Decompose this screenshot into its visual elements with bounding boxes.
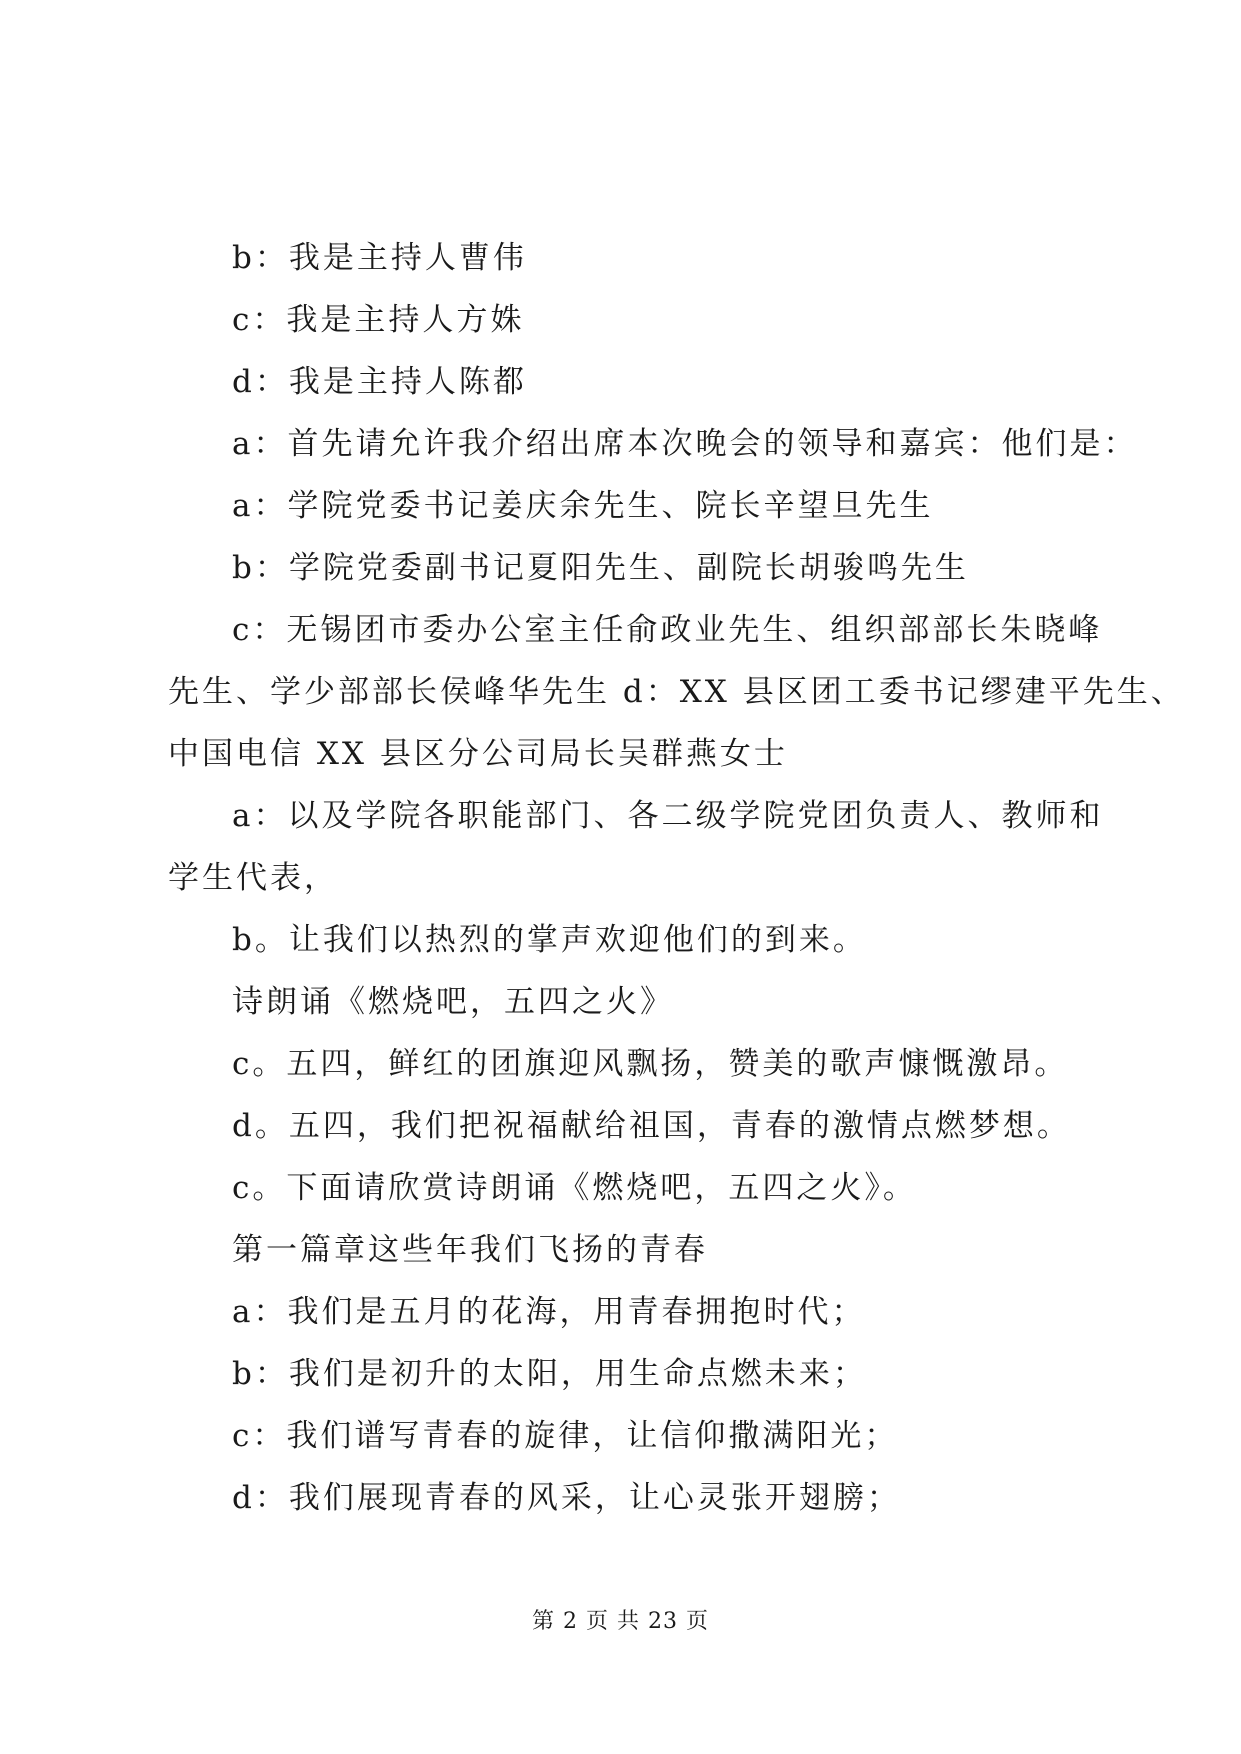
body-line: c：我们谱写青春的旋律，让信仰撒满阳光； bbox=[232, 1418, 899, 1454]
page-number-footer: 第 2 页 共 23 页 bbox=[532, 1609, 709, 1634]
body-line: a：我们是五月的花海，用青春拥抱时代； bbox=[232, 1294, 866, 1330]
section-heading: 第一篇章这些年我们飞扬的青春 bbox=[232, 1232, 708, 1268]
body-line: a：以及学院各职能部门、各二级学院党团负责人、教师和 bbox=[232, 798, 1104, 834]
body-line: b：我是主持人曹伟 bbox=[232, 240, 527, 276]
body-line: 先生、学少部部长侯峰华先生 d：XX 县区团工委书记缪建平先生、 bbox=[168, 674, 1185, 710]
body-line: c。下面请欣赏诗朗诵《燃烧吧，五四之火》。 bbox=[232, 1170, 917, 1206]
body-line: c：我是主持人方姝 bbox=[232, 302, 525, 338]
section-heading: 诗朗诵《燃烧吧，五四之火》 bbox=[232, 984, 674, 1020]
body-line: b：学院党委副书记夏阳先生、副院长胡骏鸣先生 bbox=[232, 550, 969, 586]
body-line: b。让我们以热烈的掌声欢迎他们的到来。 bbox=[232, 922, 867, 958]
body-line: 中国电信 XX 县区分公司局长吴群燕女士 bbox=[168, 736, 788, 772]
body-line: d：我们展现青春的风采，让心灵张开翅膀； bbox=[232, 1480, 901, 1516]
document-body bbox=[168, 227, 1185, 1529]
body-line: 学生代表， bbox=[168, 860, 338, 896]
body-line: d。五四，我们把祝福献给祖国，青春的激情点燃梦想。 bbox=[232, 1108, 1071, 1144]
body-line: b：我们是初升的太阳，用生命点燃未来； bbox=[232, 1356, 867, 1392]
body-line: d：我是主持人陈都 bbox=[232, 364, 527, 400]
body-line: a：学院党委书记姜庆余先生、院长辛望旦先生 bbox=[232, 488, 934, 524]
body-line: a：首先请允许我介绍出席本次晚会的领导和嘉宾：他们是： bbox=[232, 426, 1138, 462]
body-line: c。五四，鲜红的团旗迎风飘扬，赞美的歌声慷慨激昂。 bbox=[232, 1046, 1069, 1082]
body-line: c：无锡团市委办公室主任俞政业先生、组织部部长朱晓峰 bbox=[232, 612, 1103, 648]
